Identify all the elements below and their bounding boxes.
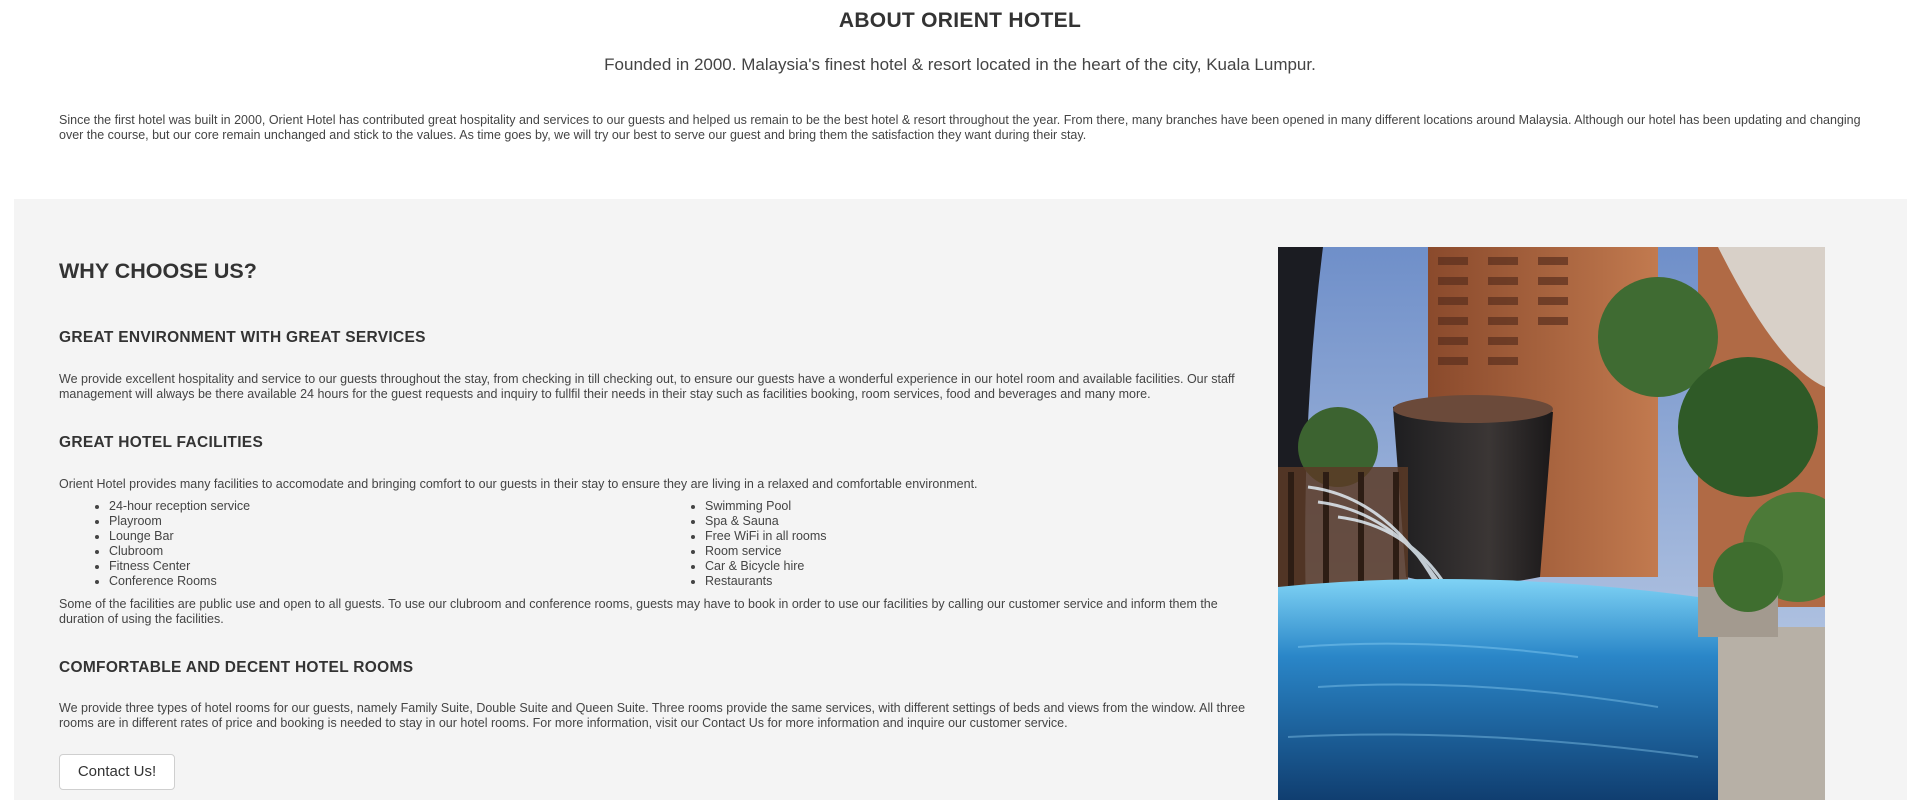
list-item: • Lounge Bar: [109, 529, 250, 544]
hotel-pool-image: [1278, 247, 1825, 800]
about-section: [0, 0, 1920, 199]
facilities-heading: GREAT HOTEL FACILITIES: [59, 434, 264, 451]
facilities-list-left: [90, 499, 250, 589]
environment-heading: GREAT ENVIRONMENT WITH GREAT SERVICES: [59, 329, 426, 346]
list-item: • Fitness Center: [109, 559, 250, 574]
about-body: Since the first hotel was built in 2000, Orient Hotel has contributed great hospitality and services to our guests and helped us remain to be the best hotel & resort throughout the year. From there, many branches have been opened in many different locations around Malaysia. Although our hotel has been updating and changing over the course, but our core remain unchanged and stick to the values. As time goes by, we will try our best to serve our guest and bring them the satisfaction they want during their stay.: [59, 113, 1861, 142]
facilities-note: Some of the facilities are public use and open to all guests. To use our clubroom and conference rooms, guests may have to book in order to use our facilities by calling our customer service and inform them the duration of using the facilities.: [59, 597, 1218, 626]
why-choose-us-title: WHY CHOOSE US?: [59, 259, 257, 283]
list-item: • 24-hour reception service: [109, 499, 250, 514]
list-item: • Room service: [705, 544, 827, 559]
list-item: • Spa & Sauna: [705, 514, 827, 529]
list-item: • Swimming Pool: [705, 499, 827, 514]
list-item: • Conference Rooms: [109, 574, 250, 589]
contact-us-button[interactable]: Contact Us!: [59, 754, 175, 790]
rooms-body: We provide three types of hotel rooms for our guests, namely Family Suite, Double Suite and Queen Suite. Three rooms provide the same services, with different settings of beds and views from the window. All three rooms are in different rates of price and booking is needed to stay in our hotel rooms. For more information, visit our Contact Us for more information and inquire our customer service.: [59, 701, 1246, 730]
list-item: • Clubroom: [109, 544, 250, 559]
list-item: • Playroom: [109, 514, 250, 529]
facilities-list-right: [686, 499, 827, 589]
list-item: • Restaurants: [705, 574, 827, 589]
about-title: ABOUT ORIENT HOTEL: [838, 9, 1082, 32]
list-item: • Free WiFi in all rooms: [705, 529, 827, 544]
facilities-intro: Orient Hotel provides many facilities to accomodate and bringing comfort to our guests in their stay to ensure they are living in a relaxed and comfortable environment.: [59, 477, 978, 491]
environment-body: We provide excellent hospitality and service to our guests throughout the stay, from checking in till checking out, to ensure our guests have a wonderful experience in our hotel room and available facilities. Our staff management will always be there available 24 hours for the guest requests and inquiry to fullfil their needs in their stay such as facilities booking, room services, food and beverages and many more.: [59, 372, 1235, 401]
list-item: • Car & Bicycle hire: [705, 559, 827, 574]
why-choose-us-section: [14, 199, 1907, 800]
about-subtitle: Founded in 2000. Malaysia's finest hotel & resort located in the heart of the city, Kuala Lumpur.: [604, 55, 1316, 74]
rooms-heading: COMFORTABLE AND DECENT HOTEL ROOMS: [59, 659, 414, 676]
